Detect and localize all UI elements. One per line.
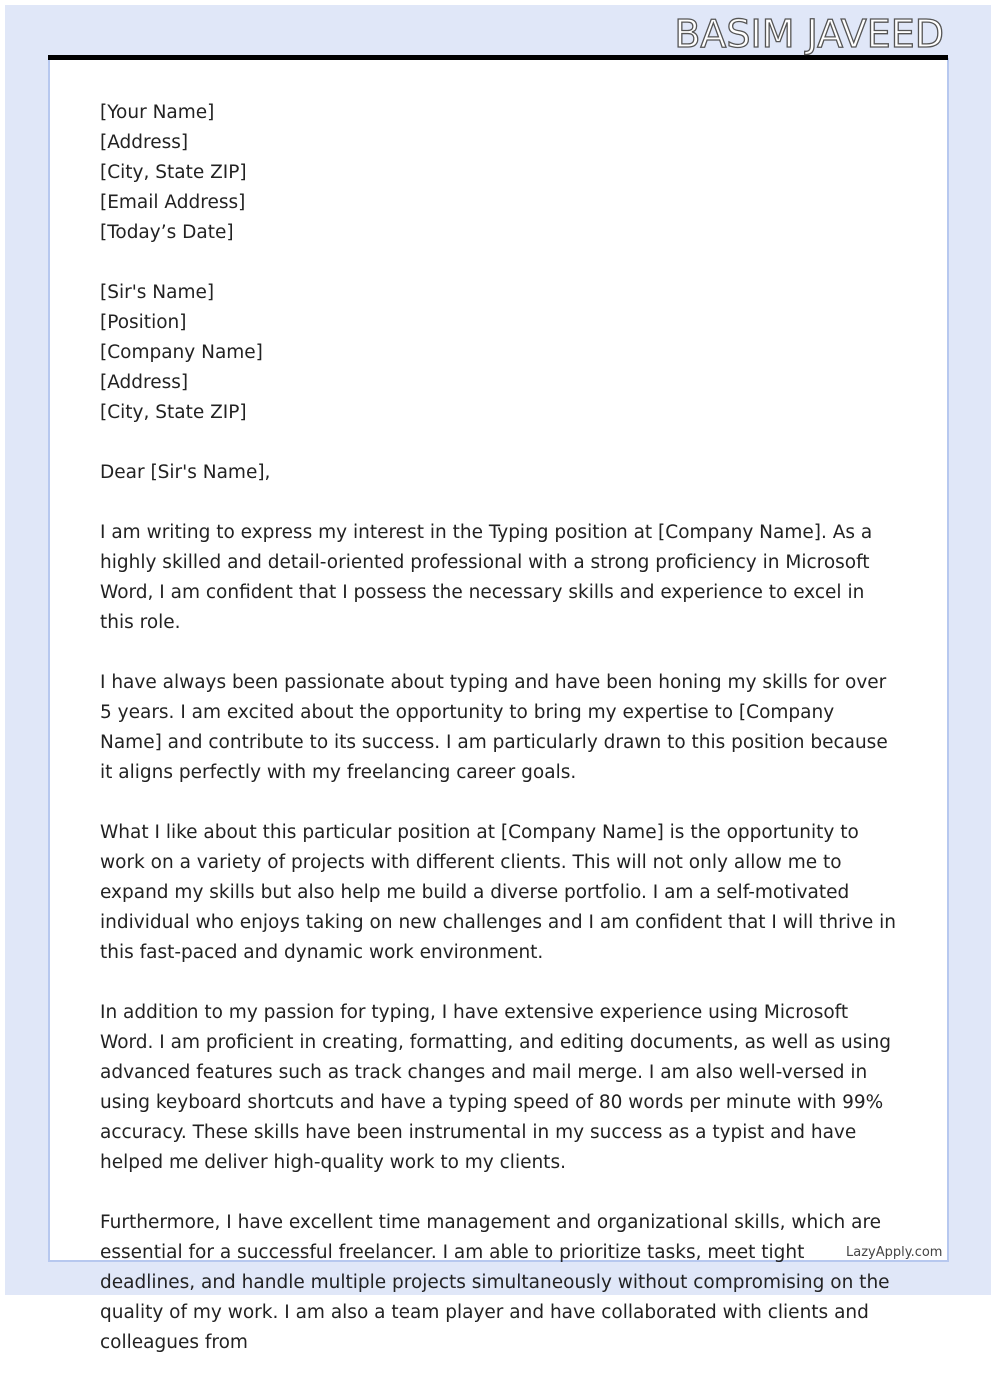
recipient-block: [100, 278, 896, 458]
sender-line: [City, State ZIP]: [100, 162, 247, 183]
recipient-line: [Address]: [100, 372, 189, 393]
body-paragraph: What I like about this particular position at [Company Name] is the opportunity to work on a variety of projects with different clients. This will not only allow me to expand my skills but also help me build a diverse portfolio. I am a self-motivated individual who enjoys taking on new challenges and I am confident that I will thrive in this fast-paced and dynamic work environment.: [100, 822, 896, 963]
sender-line: [Your Name]: [100, 102, 215, 123]
salutation: Dear [Sir's Name],: [100, 462, 271, 483]
body-paragraph: I have always been passionate about typing and have been honing my skills for over 5 years. I am excited about the opportunity to bring my expertise to [Company Name] and contribute to its success. I am particularly drawn to this position because it aligns perfectly with my freelancing career goals.: [100, 672, 888, 783]
sender-line: [Email Address]: [100, 192, 246, 213]
recipient-line: [Company Name]: [100, 342, 263, 363]
header-name: BASIM JAVEED: [674, 12, 944, 56]
body-paragraph: I am writing to express my interest in the Typing position at [Company Name]. As a highly skilled and detail-oriented professional with a strong proficiency in Microsoft Word, I am confident that I possess the necessary skills and experience to excel in this role.: [100, 522, 873, 633]
recipient-line: [Sir's Name]: [100, 282, 215, 303]
sender-line: [Address]: [100, 132, 189, 153]
sender-block: [100, 98, 896, 278]
sender-line: [Today’s Date]: [100, 222, 234, 243]
recipient-line: [Position]: [100, 312, 187, 333]
body-paragraph: In addition to my passion for typing, I have extensive experience using Microsoft Word. I am proficient in creating, formatting, and editing documents, as well as using advanced features such as track changes and mail merge. I am also well-versed in using keyboard shortcuts and have a typing speed of 80 words per minute with 99% accuracy. These skills have been instrumental in my success as a typist and have helped me deliver high-quality work to my clients.: [100, 1002, 891, 1173]
recipient-line: [City, State ZIP]: [100, 402, 247, 423]
watermark: LazyApply.com: [846, 1245, 943, 1260]
body-paragraph: Furthermore, I have excellent time management and organizational skills, which are essential for a successful freelancer. I am able to prioritize tasks, meet tight deadlines, and handle multiple projects simultaneously without compromising on the quality of my work. I am also a team player and have collaborated with clients and colleagues from: [100, 1212, 890, 1353]
letter-body: [100, 98, 896, 1388]
